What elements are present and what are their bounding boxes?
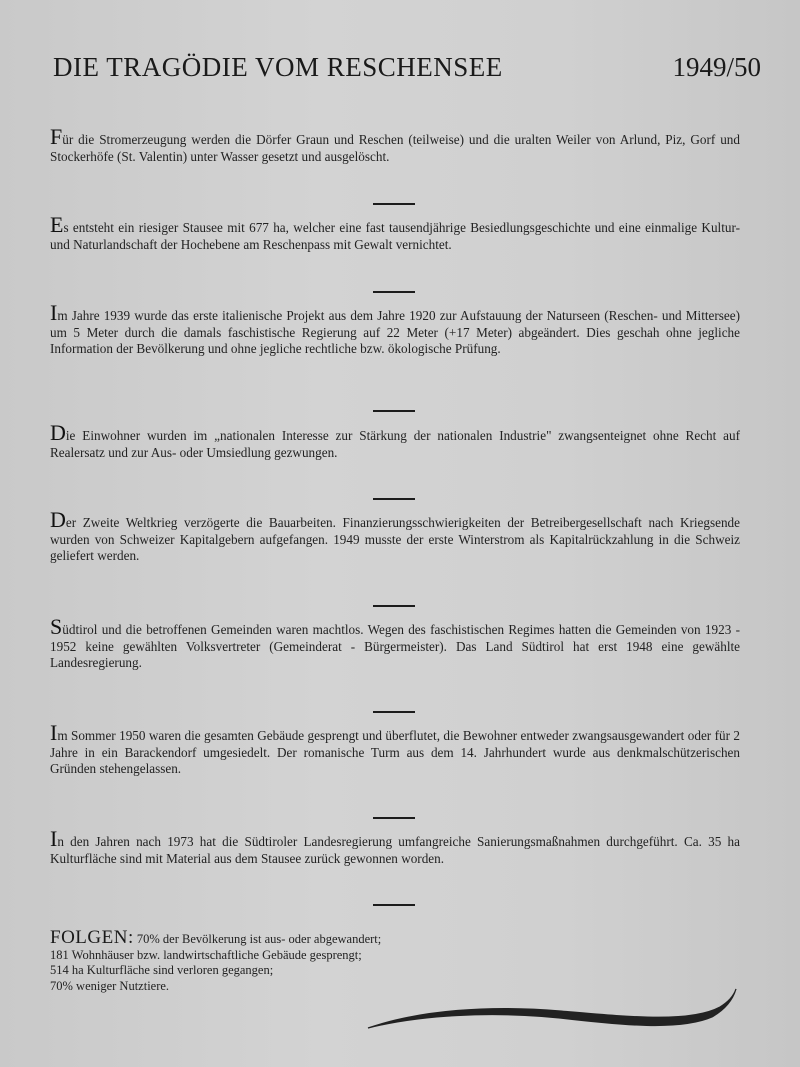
drop-initial: I (50, 300, 58, 325)
drop-initial: D (50, 507, 66, 532)
section-divider (373, 904, 415, 906)
drop-initial: F (50, 124, 63, 149)
paragraph-3 (50, 300, 740, 358)
drop-initial: I (50, 720, 58, 745)
section-divider (373, 498, 415, 500)
paragraph-5 (50, 507, 740, 565)
consequence-line: 514 ha Kulturfläche sind verloren gegangen; (50, 963, 274, 977)
consequences-label: FOLGEN: (50, 927, 134, 948)
paragraph-text: ie Einwohner wurden im „nationalen Interesse zur Stärkung der nationalen Industrie" zwangsenteignet ohne Recht auf Realersatz und zur Aus- oder Umsiedlung gezwungen. (50, 428, 740, 460)
title-year: 1949/50 (672, 52, 761, 82)
paragraph-8 (50, 826, 740, 867)
paragraph-6 (50, 614, 740, 672)
section-divider (373, 605, 415, 607)
drop-initial: E (50, 212, 64, 237)
consequence-line: 70% der Bevölkerung ist aus- oder abgewandert; (136, 932, 382, 946)
drop-initial: S (50, 614, 63, 639)
paragraph-text: n den Jahren nach 1973 hat die Südtiroler Landesregierung umfangreiche Sanierungsmaßnahmen durchgeführt. Ca. 35 ha Kulturfläche sind mit Material aus dem Stausee zurück gewonnen worden. (50, 834, 740, 866)
paragraph-4 (50, 420, 740, 461)
paragraph-text: m Jahre 1939 wurde das erste italienische Projekt aus dem Jahre 1920 zur Aufstauung der Naturseen (Reschen- und Mittersee) um 5 Meter durch die damals faschistische Regierung auf 22 Meter (+17 Meter) abgeändert. Dies geschah ohne jegliche Information der Bevölkerung und ohne jegliche rechtliche bzw. ökologische Prüfung. (50, 308, 740, 356)
drop-initial: D (50, 420, 66, 445)
paragraph-1 (50, 124, 740, 165)
drop-initial: I (50, 826, 58, 851)
consequence-line: 181 Wohnhäuser bzw. landwirtschaftliche Gebäude gesprengt; (50, 947, 362, 962)
swash-stroke (368, 989, 736, 1028)
paragraph-text: üdtirol und die betroffenen Gemeinden waren machtlos. Wegen des faschistischen Regimes hatten die Gemeinden von 1923 - 1952 keine gewählten Volksvertreter (Gemeinderat - Bürgermeister). Das Land Südtirol hat erst 1948 eine gewählte Landesregierung. (50, 622, 740, 670)
paragraph-text: ür die Stromerzeugung werden die Dörfer Graun und Reschen (teilweise) und die uralten Weiler von Arlund, Piz, Gorf und Stockerhöfe (St. Valentin) unter Wasser gesetzt und ausgelöscht. (50, 132, 740, 164)
paragraph-7 (50, 720, 740, 778)
paragraph-2 (50, 212, 740, 253)
section-divider (373, 410, 415, 412)
paragraph-text: er Zweite Weltkrieg verzögerte die Bauarbeiten. Finanzierungsschwierigkeiten der Betreibergesellschaft nach Kriegsende wurden von Schweizer Kapitalgebern aufgefangen. 1949 musste der erste Winterstrom als Kapitalrückzahlung in die Schweiz geliefert werden. (50, 515, 740, 563)
consequence-line: 70% weniger Nutztiere. (50, 978, 170, 993)
section-divider (373, 291, 415, 293)
paragraph-text: s entsteht ein riesiger Stausee mit 677 ha, welcher eine fast tausendjährige Besiedlungsgeschichte und eine einmalige Kultur- und Naturlandschaft der Hochebene am Reschenpass mit Gewalt vernichtet. (50, 220, 740, 252)
section-divider (373, 203, 415, 205)
section-divider (373, 817, 415, 819)
paragraph-text: m Sommer 1950 waren die gesamten Gebäude gesprengt und überflutet, die Bewohner entweder zwangsausgewandert oder für 2 Jahre in ein Barackendorf umgesiedelt. Der romanische Turm aus dem 14. Jahrhundert wurde aus denkmalschützerischen Gründen stehengelassen. (50, 728, 740, 776)
section-divider (373, 711, 415, 713)
header (53, 52, 773, 83)
decorative-swash (360, 985, 750, 1035)
page-title: DIE TRAGÖDIE VOM RESCHENSEE (53, 52, 503, 82)
